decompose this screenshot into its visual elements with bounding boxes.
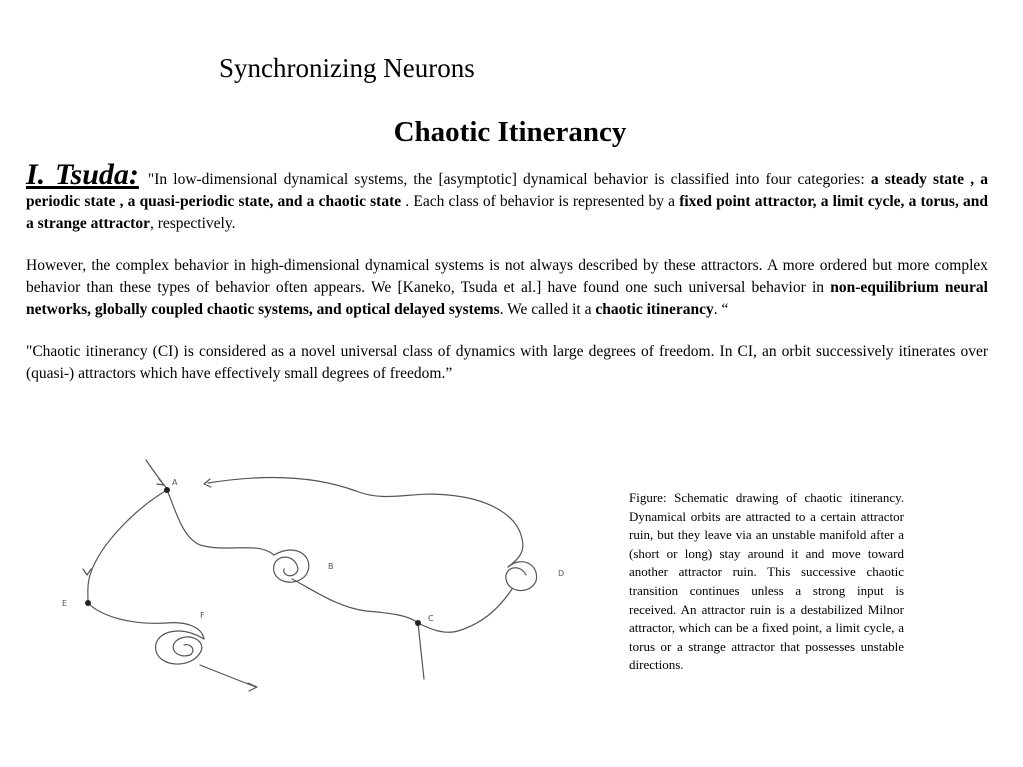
quote-paragraph-1: [26, 158, 988, 235]
label-b: B: [328, 562, 334, 571]
label-d: D: [558, 569, 565, 578]
text-run: "Chaotic itinerancy (CI) is considered as a novel universal class of dynamics with large degrees of freedom. In CI, an orbit successively itinerates over (quasi-) attractors which have effectively small degrees of freedom.”: [26, 343, 988, 382]
attractor-f: [156, 631, 204, 664]
label-c: C: [428, 614, 434, 623]
label-a: A: [172, 478, 178, 487]
orbit-f-out: [200, 665, 256, 687]
orbit-d-to-c: [418, 589, 512, 632]
quote-paragraph-2: [26, 255, 988, 321]
orbit-a-to-b: [167, 490, 274, 555]
attractor-b: [274, 550, 309, 582]
text-run: , respectively.: [149, 215, 236, 232]
bold-run: fixed point attractor, a limit cycle, a torus, and a strange attractor: [26, 193, 988, 232]
text-run: However, the complex behavior in high-dimensional dynamical systems is not always described by these attractors. A more ordered but more complex behavior than these types of behavior often appears. We [Kaneko, Tsuda et al.] have found one such universal behavior in: [26, 257, 988, 296]
itinerancy-diagram: [60, 455, 600, 700]
orbit-b-to-c: [292, 579, 418, 623]
arrow-head-f: [248, 683, 257, 691]
orbit-top-arch: [208, 477, 523, 567]
quote-paragraph-3: [26, 341, 988, 385]
arrow-head-a: [157, 479, 164, 485]
label-f: F: [200, 611, 205, 620]
label-e: E: [62, 599, 68, 608]
orbit-c-out: [418, 623, 424, 679]
orbit-a-to-e: [88, 490, 167, 603]
paragraph-3-content: [26, 343, 988, 382]
text-run: "In low-dimensional dynamical systems, the [asymptotic] dynamical behavior is classified into four categories:: [147, 171, 871, 188]
text-run: . Each class of behavior is represented by a: [401, 193, 680, 210]
orbit-e-to-f: [88, 603, 204, 639]
point-c: [415, 620, 421, 626]
point-a: [164, 487, 170, 493]
slide-header: Synchronizing Neurons: [219, 53, 475, 83]
attractor-d: [506, 562, 537, 591]
paragraph-2-content: [26, 257, 988, 318]
point-e: [85, 600, 91, 606]
text-run: . “: [713, 301, 729, 318]
bold-run: chaotic itinerancy: [595, 301, 714, 318]
paragraph-1-content: [26, 171, 988, 232]
bold-run: a steady state , a periodic state , a quasi-periodic state, and a chaotic state: [26, 171, 988, 210]
slide-title: Chaotic Itinerancy: [393, 116, 627, 148]
text-run: . We called it a: [499, 301, 596, 318]
bold-run: non-equilibrium neural networks, globally coupled chaotic systems, and optical delayed systems: [26, 279, 988, 318]
quote-author: I. Tsuda:: [26, 158, 139, 191]
figure-caption: Figure: Schematic drawing of chaotic itinerancy. Dynamical orbits are attracted to a certain attractor ruin, but they leave via an unstable manifold after a (short or long) stay around it and move toward another attractor ruin. This successive chaotic transition continues unless a strong input is received. An attractor ruin is a destabilized Milnor attractor, which can be a fixed point, a limit cycle, a torus or a strange attractor that possesses unstable directions.: [629, 490, 904, 673]
body-text: [26, 158, 988, 405]
